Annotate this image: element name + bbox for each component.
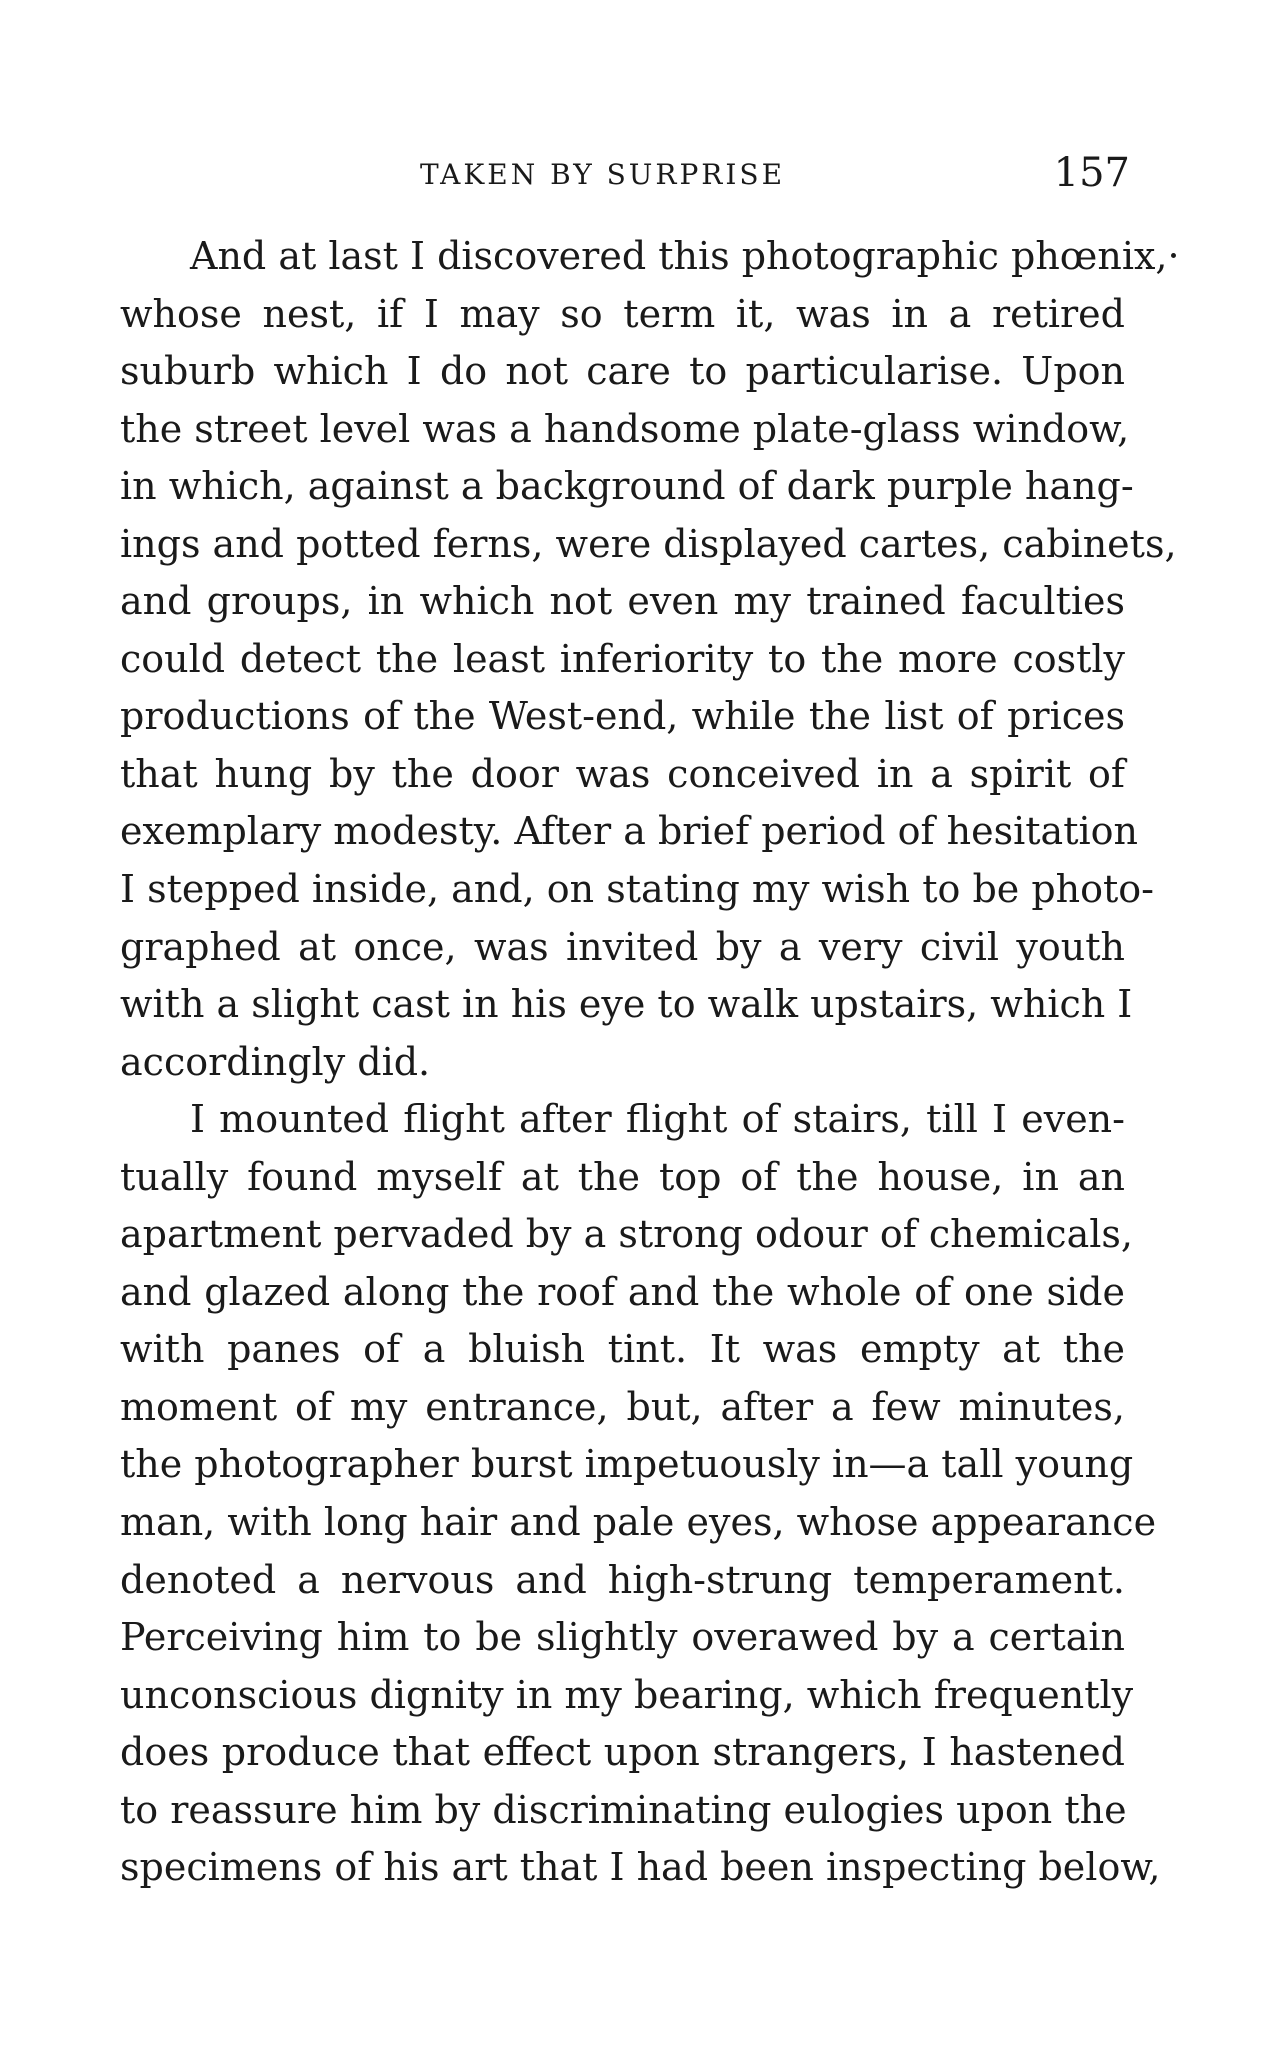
text-line: productions of the West-end, while the list of prices — [120, 694, 1125, 739]
text-line: to reassure him by discriminating eulogies upon the — [120, 1787, 1127, 1832]
text-line: I mounted flight after flight of stairs, till I even- — [190, 1097, 1125, 1142]
running-title: TAKEN BY SURPRISE — [420, 158, 786, 191]
text-line: Perceiving him to be slightly overawed by a certain — [120, 1615, 1125, 1660]
text-line: graphed at once, was invited by a very civil youth — [120, 924, 1125, 969]
text-line: and glazed along the roof and the whole of one side — [120, 1269, 1125, 1314]
text-line: exemplary modesty. After a brief period of hesitation — [120, 809, 1138, 854]
text-line: whose nest, if I may so term it, was in a retired — [120, 291, 1125, 336]
body-text — [120, 228, 1180, 1897]
text-line: specimens of his art that I had been inspecting below, — [120, 1845, 1161, 1890]
text-line: in which, against a background of dark purple hang- — [120, 464, 1134, 509]
text-line: tually found myself at the top of the house, in an — [120, 1154, 1125, 1199]
text-line: denoted a nervous and high-strung temperament. — [120, 1557, 1125, 1602]
text-line: with panes of a bluish tint. It was empty at the — [120, 1327, 1125, 1372]
text-line: man, with long hair and pale eyes, whose appearance — [120, 1500, 1157, 1545]
running-header — [120, 150, 1130, 210]
text-line: does produce that effect upon strangers, I hastened — [120, 1730, 1125, 1775]
text-line: And at last I discovered this photographic phœnix,· — [190, 234, 1180, 278]
text-line: ings and potted ferns, were displayed cartes, cabinets, — [120, 521, 1177, 566]
text-line: the photographer burst impetuously in—a tall young — [120, 1442, 1134, 1487]
text-line: unconscious dignity in my bearing, which frequently — [120, 1672, 1134, 1717]
text-line: and groups, in which not even my trained faculties — [120, 579, 1125, 624]
text-line: suburb which I do not care to particularise. Upon — [120, 349, 1125, 394]
text-line: could detect the least inferiority to the more costly — [120, 636, 1125, 681]
text-line: I stepped inside, and, on stating my wish to be photo- — [120, 867, 1155, 912]
page-number: 157 — [1053, 150, 1130, 196]
text-line: moment of my entrance, but, after a few minutes, — [120, 1384, 1125, 1429]
text-line: with a slight cast in his eye to walk upstairs, which I — [120, 982, 1133, 1027]
text-line: the street level was a handsome plate-glass window, — [120, 406, 1130, 451]
text-line: accordingly did. — [120, 1039, 431, 1084]
text-line: apartment pervaded by a strong odour of chemicals, — [120, 1212, 1133, 1257]
text-line: that hung by the door was conceived in a spirit of — [120, 751, 1125, 796]
